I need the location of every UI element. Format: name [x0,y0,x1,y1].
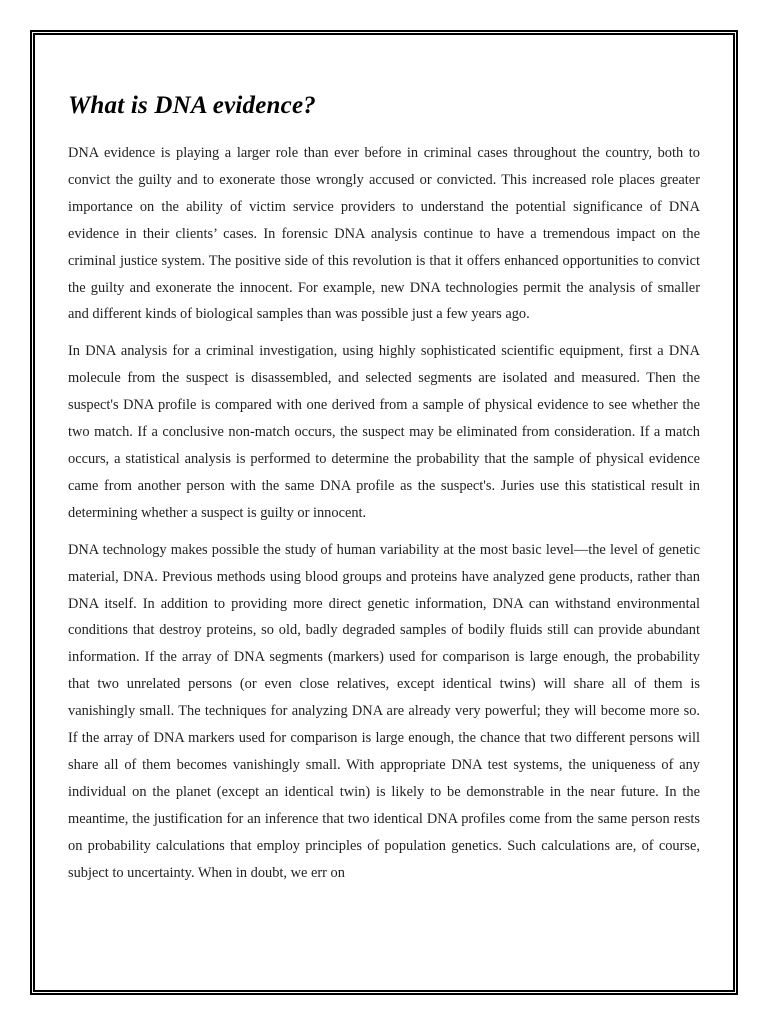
paragraph-2: In DNA analysis for a criminal investigation, using highly sophisticated scientific equipment, first a DNA molecule from the suspect is disassembled, and selected segments are isolated and measured. Then the suspect's DNA profile is compared with one derived from a sample of physical evidence to see whether the two match. If a conclusive non-match occurs, the suspect may be eliminated from consideration. If a match occurs, a statistical analysis is performed to determine the probability that the sample of physical evidence came from another person with the same DNA profile as the suspect's. Juries use this statistical result in determining whether a suspect is guilty or innocent. [68,343,700,521]
page-title: What is DNA evidence? [68,92,316,119]
document-body [68,92,700,896]
paragraph-1: DNA evidence is playing a larger role than ever before in criminal cases throughout the country, both to convict the guilty and to exonerate those wrongly accused or convicted. This increased role places greater importance on the ability of victim service providers to understand the potential significance of DNA evidence in their clients’ cases. In forensic DNA analysis continue to have a tremendous impact on the criminal justice system. The positive side of this revolution is that it offers enhanced opportunities to convict the guilty and exonerate the innocent. For example, new DNA technologies permit the analysis of smaller and different kinds of biological samples than was possible just a few years ago. [68,145,700,323]
paragraph-3: DNA technology makes possible the study of human variability at the most basic level—the level of genetic material, DNA. Previous methods using blood groups and proteins have analyzed gene products, rather than DNA itself. In addition to providing more direct genetic information, DNA can withstand environmental conditions that destroy proteins, so old, badly degraded samples of bodily fluids still can provide abundant information. If the array of DNA segments (markers) used for comparison is large enough, the probability that two unrelated persons (or even close relatives, except identical twins) will share all of them is vanishingly small. The techniques for analyzing DNA are already very powerful; they will become more so. If the array of DNA markers used for comparison is large enough, the chance that two different persons will share all of them becomes vanishingly small. With appropriate DNA test systems, the uniqueness of any individual on the planet (except an identical twin) is likely to be demonstrable in the near future. In the meantime, the justification for an inference that two identical DNA profiles come from the same person rests on probability calculations that employ principles of population genetics. Such calculations are, of course, subject to uncertainty. When in doubt, we err on [68,541,700,881]
